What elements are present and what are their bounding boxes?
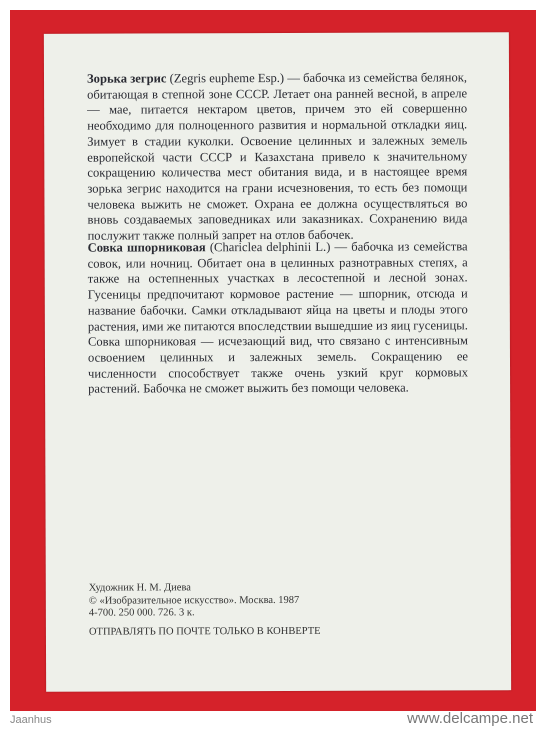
species-name: Совка шпорниковая (87, 240, 206, 255)
mail-instruction: ОТПРАВЛЯТЬ ПО ПОЧТЕ ТОЛЬКО В КОНВЕРТЕ (88, 625, 321, 638)
species-latin-name: (Chariclea delphinii L.) (209, 239, 331, 255)
print-code: 4-700. 250 000. 726. 3 к. (88, 607, 195, 619)
species-latin-name: (Zegris eupheme Esp.) (169, 70, 285, 86)
imprint (89, 582, 321, 639)
species-description-chariclea (88, 239, 469, 397)
artist-credit: Художник Н. М. Диева (88, 582, 191, 594)
species-text: — бабочка из семейства совок, или ночниц. Обитает она в целинных разнотравных степях, а также на остепненных участках в лесостепной и лесной зонах. Гусеницы предпочитают кормовое растение — шпорник, отсюда и название бабочки. Самки откладывают яйца на цветы и плоды этого растения, ими же питаются впоследствии вышедшие из яиц гусеницы. Совка шпорниковая — исчезающий вид, что связано с интенсивным освоением целинных и залежных земель. Сокращению ее численности способствует также очень узкий круг кормовых растений. Бабочка не сможет выжить без помощи человека. (87, 239, 469, 396)
species-description-zegris (87, 70, 468, 244)
seller-watermark: Jaanhus (10, 714, 52, 726)
postcard-back (44, 32, 511, 692)
species-name: Зорька зегрис (86, 71, 167, 86)
site-watermark: www.delcampe.net (407, 710, 533, 727)
species-text: — бабочка из семейства белянок, обитающая в степной зоне СССР. Летает она ранней весной, в апреле — мае, питается нектаром цветов, причем это ей совершенно необходимо для полноценного развития и нормальной откладки яиц. Зимует в стадии куколки. Освоение целинных и залежных земель европейской части СССР и Казахстана привело к значительному сокращению количества мест обитания вида, и в настоящее время зорька зегрис находится на грани исчезновения, то есть без помощи человека выжить не сможет. Охрана ее должна осуществляться во вновь создаваемых заповедниках или заказниках. Сохранению вида послужит также полный запрет на отлов бабочек. (87, 70, 468, 243)
publisher-line: © «Изобразительное искусство». Москва. 1987 (88, 594, 300, 607)
